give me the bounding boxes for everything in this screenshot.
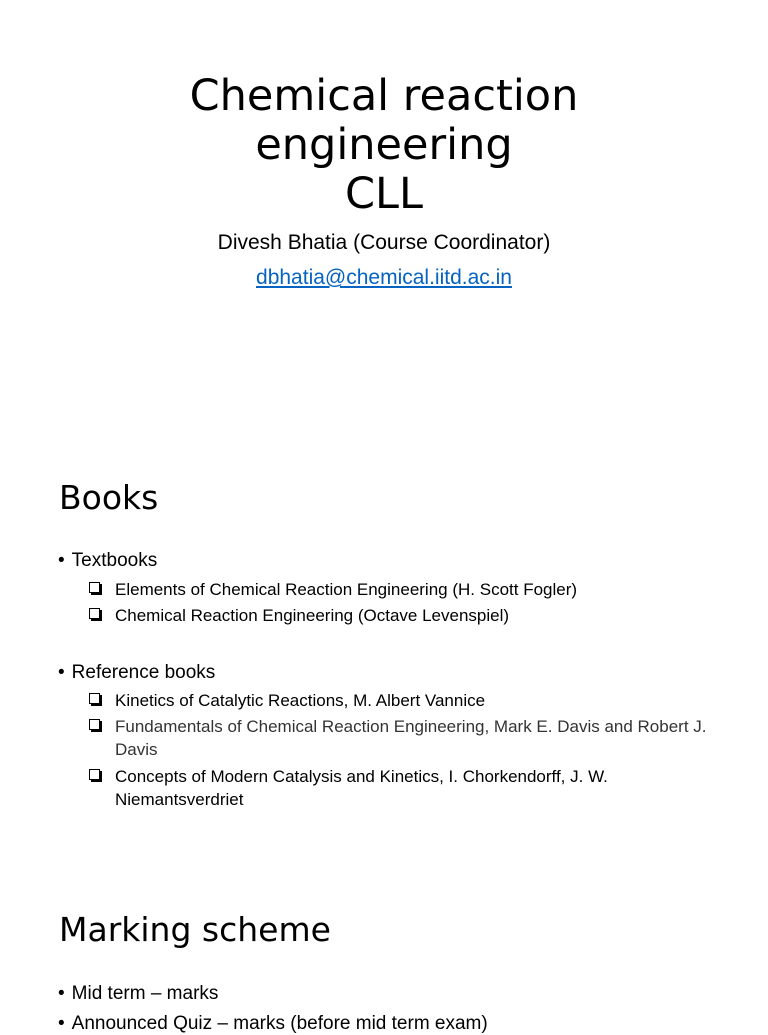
textbook-item-text: Elements of Chemical Reaction Engineering (H. Scott Fogler) (115, 580, 578, 599)
reference-item (89, 765, 709, 811)
checkbox-bullet-icon (89, 769, 100, 780)
marking-item (58, 983, 218, 1005)
bullet-dot: • (58, 662, 65, 683)
bullet-dot: • (58, 1013, 65, 1034)
textbook-item (89, 578, 709, 601)
reference-label: Reference books (71, 662, 216, 683)
checkbox-bullet-icon (89, 693, 100, 704)
reference-item-text: Fundamentals of Chemical Reaction Engineering, Mark E. Davis and Robert J. Davis (115, 717, 707, 759)
checkbox-bullet-icon (89, 608, 100, 619)
author-line: Divesh Bhatia (Course Coordinator) (217, 231, 551, 254)
bullet-dot: • (58, 983, 65, 1004)
reference-item (89, 715, 709, 761)
books-heading: Books (59, 478, 159, 517)
marking-item-text: Announced Quiz – marks (before mid term exam) (71, 1013, 488, 1034)
textbook-item (89, 604, 709, 627)
reference-item-text: Kinetics of Catalytic Reactions, M. Albert Vannice (115, 691, 486, 710)
title-slide (0, 72, 768, 219)
textbooks-label: Textbooks (71, 550, 158, 571)
slide-title-line-2: engineering (255, 120, 513, 170)
email-link[interactable]: dbhatia@chemical.iitd.ac.in (256, 266, 512, 289)
checkbox-bullet-icon (89, 582, 100, 593)
slide-title-line-3: CLL (345, 169, 423, 219)
reference-item-text: Concepts of Modern Catalysis and Kinetics, I. Chorkendorff, J. W. Niemantsverdriet (115, 767, 608, 809)
slide-title-line-1: Chemical reaction (189, 71, 579, 121)
textbook-item-text: Chemical Reaction Engineering (Octave Levenspiel) (115, 606, 510, 625)
marking-scheme-heading: Marking scheme (59, 910, 331, 949)
marking-item (58, 1013, 488, 1035)
bullet-textbooks (58, 550, 157, 572)
reference-item (89, 689, 709, 712)
marking-item-text: Mid term – marks (71, 983, 219, 1004)
checkbox-bullet-icon (89, 719, 100, 730)
bullet-reference-books (58, 662, 215, 684)
bullet-dot: • (58, 550, 65, 571)
